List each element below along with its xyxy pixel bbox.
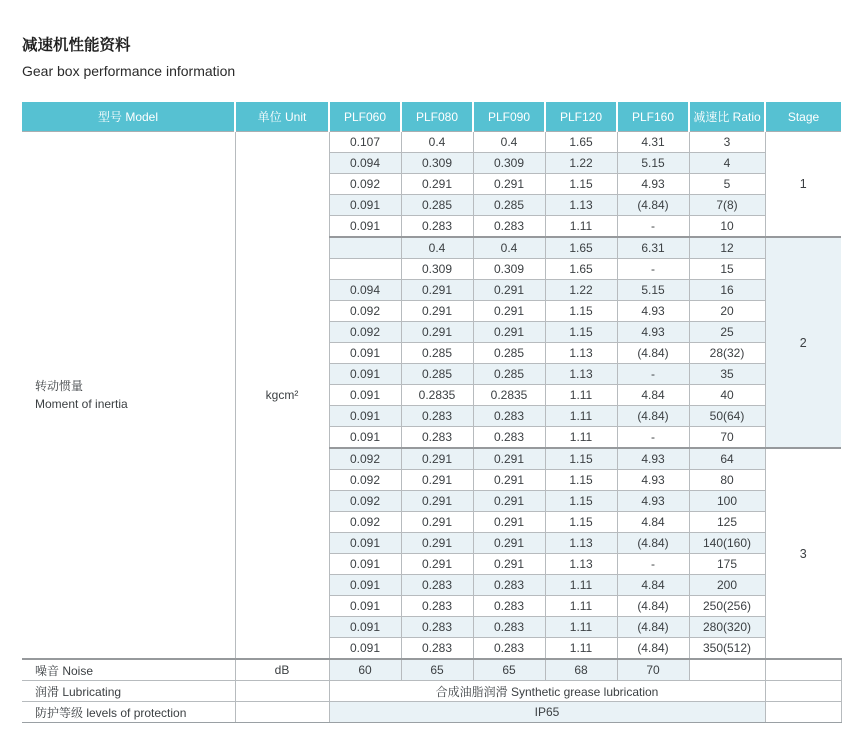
cell-plf160: 4.84 (617, 512, 689, 533)
cell-plf060: 0.094 (329, 280, 401, 301)
cell-ratio: 64 (689, 448, 765, 470)
cell-plf120: 1.15 (545, 174, 617, 195)
page-subtitle: Gear box performance information (22, 62, 236, 79)
cell-plf090: 0.283 (473, 638, 545, 660)
moment-of-inertia-label-en: Moment of inertia (35, 397, 128, 412)
lubricating-stage-cell (765, 681, 841, 702)
cell-plf080: 0.291 (401, 491, 473, 512)
cell-plf120: 1.13 (545, 364, 617, 385)
cell-plf160: 4.93 (617, 491, 689, 512)
cell-plf160: (4.84) (617, 406, 689, 427)
lubricating-label: 润滑 Lubricating (22, 681, 235, 702)
cell-plf090: 0.283 (473, 575, 545, 596)
cell-plf160: 4.93 (617, 448, 689, 470)
cell-plf160: - (617, 554, 689, 575)
noise-unit: dB (235, 659, 329, 681)
cell-plf060: 0.091 (329, 343, 401, 364)
cell-plf090: 0.291 (473, 174, 545, 195)
header-plf080: PLF080 (401, 102, 473, 132)
cell-plf060: 0.091 (329, 364, 401, 385)
cell-plf060: 0.091 (329, 638, 401, 660)
cell-plf060: 0.092 (329, 322, 401, 343)
cell-ratio: 280(320) (689, 617, 765, 638)
cell-plf090: 0.291 (473, 554, 545, 575)
cell-plf120: 1.15 (545, 470, 617, 491)
cell-plf090: 0.291 (473, 512, 545, 533)
cell-plf080: 0.4 (401, 237, 473, 259)
cell-plf090: 0.291 (473, 280, 545, 301)
cell-plf160: (4.84) (617, 617, 689, 638)
cell-plf060: 0.091 (329, 385, 401, 406)
cell-ratio: 20 (689, 301, 765, 322)
cell-ratio: 100 (689, 491, 765, 512)
cell-plf080: 0.291 (401, 174, 473, 195)
noise-value-plf060: 60 (329, 659, 401, 681)
cell-plf080: 0.283 (401, 638, 473, 660)
cell-plf080: 0.283 (401, 575, 473, 596)
cell-ratio: 15 (689, 259, 765, 280)
cell-plf120: 1.15 (545, 322, 617, 343)
cell-plf120: 1.22 (545, 280, 617, 301)
cell-plf120: 1.15 (545, 448, 617, 470)
cell-plf090: 0.283 (473, 427, 545, 449)
cell-ratio: 5 (689, 174, 765, 195)
cell-plf060: 0.092 (329, 512, 401, 533)
cell-plf090: 0.291 (473, 533, 545, 554)
header-unit: 单位 Unit (235, 102, 329, 132)
cell-plf060: 0.091 (329, 617, 401, 638)
cell-ratio: 50(64) (689, 406, 765, 427)
cell-plf080: 0.2835 (401, 385, 473, 406)
cell-plf080: 0.283 (401, 406, 473, 427)
cell-ratio: 40 (689, 385, 765, 406)
noise-ratio-cell (689, 659, 765, 681)
cell-plf160: 4.31 (617, 132, 689, 153)
cell-plf060: 0.091 (329, 596, 401, 617)
cell-plf120: 1.13 (545, 533, 617, 554)
cell-plf060: 0.092 (329, 491, 401, 512)
lubricating-value: 合成油脂润滑 Synthetic grease lubrication (329, 681, 765, 702)
cell-ratio: 350(512) (689, 638, 765, 660)
cell-plf160: (4.84) (617, 195, 689, 216)
cell-ratio: 80 (689, 470, 765, 491)
cell-ratio: 4 (689, 153, 765, 174)
header-plf060: PLF060 (329, 102, 401, 132)
cell-plf060: 0.092 (329, 301, 401, 322)
cell-plf060: 0.091 (329, 533, 401, 554)
header-plf120: PLF120 (545, 102, 617, 132)
cell-ratio: 35 (689, 364, 765, 385)
protection-stage-cell (765, 702, 841, 723)
cell-plf080: 0.291 (401, 301, 473, 322)
cell-plf080: 0.291 (401, 554, 473, 575)
cell-plf080: 0.309 (401, 259, 473, 280)
cell-plf090: 0.285 (473, 364, 545, 385)
cell-plf160: 5.15 (617, 280, 689, 301)
cell-plf060: 0.091 (329, 575, 401, 596)
cell-plf090: 0.4 (473, 237, 545, 259)
cell-plf060: 0.091 (329, 554, 401, 575)
cell-plf160: - (617, 427, 689, 449)
noise-row (22, 659, 841, 681)
cell-ratio: 7(8) (689, 195, 765, 216)
cell-plf160: 4.93 (617, 301, 689, 322)
protection-label: 防护等级 levels of protection (22, 702, 235, 723)
cell-plf120: 1.15 (545, 301, 617, 322)
cell-plf080: 0.291 (401, 280, 473, 301)
protection-value: IP65 (329, 702, 765, 723)
cell-plf120: 1.13 (545, 554, 617, 575)
header-stage: Stage (765, 102, 841, 132)
unit-cell: kgcm² (235, 132, 329, 660)
cell-plf160: (4.84) (617, 596, 689, 617)
cell-ratio: 125 (689, 512, 765, 533)
cell-plf080: 0.291 (401, 512, 473, 533)
cell-ratio: 28(32) (689, 343, 765, 364)
cell-plf160: (4.84) (617, 533, 689, 554)
cell-plf160: - (617, 259, 689, 280)
cell-ratio: 25 (689, 322, 765, 343)
cell-plf160: - (617, 216, 689, 238)
cell-plf090: 0.291 (473, 448, 545, 470)
cell-plf090: 0.2835 (473, 385, 545, 406)
cell-ratio: 70 (689, 427, 765, 449)
cell-plf090: 0.283 (473, 406, 545, 427)
cell-plf120: 1.65 (545, 132, 617, 153)
cell-plf090: 0.309 (473, 153, 545, 174)
header-row (22, 102, 841, 132)
cell-plf120: 1.11 (545, 216, 617, 238)
cell-plf090: 0.291 (473, 301, 545, 322)
cell-plf160: 4.93 (617, 470, 689, 491)
cell-plf080: 0.285 (401, 195, 473, 216)
cell-plf160: 4.84 (617, 385, 689, 406)
cell-ratio: 200 (689, 575, 765, 596)
cell-plf080: 0.283 (401, 216, 473, 238)
cell-plf090: 0.291 (473, 491, 545, 512)
cell-plf080: 0.283 (401, 427, 473, 449)
cell-plf120: 1.65 (545, 237, 617, 259)
cell-plf080: 0.285 (401, 343, 473, 364)
cell-plf120: 1.22 (545, 153, 617, 174)
cell-plf160: (4.84) (617, 343, 689, 364)
cell-plf120: 1.13 (545, 195, 617, 216)
cell-plf060 (329, 259, 401, 280)
moment-of-inertia-label-zh: 转动惯量 (35, 378, 84, 393)
cell-plf120: 1.65 (545, 259, 617, 280)
header-model: 型号 Model (22, 102, 235, 132)
moment-of-inertia-cell (22, 132, 235, 660)
cell-plf090: 0.309 (473, 259, 545, 280)
cell-plf090: 0.285 (473, 343, 545, 364)
cell-plf080: 0.283 (401, 596, 473, 617)
cell-plf060: 0.092 (329, 174, 401, 195)
cell-plf080: 0.4 (401, 132, 473, 153)
cell-plf120: 1.11 (545, 406, 617, 427)
cell-plf090: 0.4 (473, 132, 545, 153)
cell-plf080: 0.291 (401, 322, 473, 343)
cell-plf090: 0.285 (473, 195, 545, 216)
cell-plf160: 6.31 (617, 237, 689, 259)
cell-ratio: 140(160) (689, 533, 765, 554)
cell-plf060: 0.094 (329, 153, 401, 174)
cell-plf060: 0.092 (329, 448, 401, 470)
cell-plf120: 1.11 (545, 385, 617, 406)
cell-plf160: 4.93 (617, 174, 689, 195)
cell-plf120: 1.11 (545, 638, 617, 660)
cell-ratio: 3 (689, 132, 765, 153)
cell-plf060: 0.091 (329, 216, 401, 238)
stage-cell-1: 1 (765, 132, 841, 238)
header-plf160: PLF160 (617, 102, 689, 132)
protection-unit (235, 702, 329, 723)
cell-plf090: 0.283 (473, 216, 545, 238)
header-plf090: PLF090 (473, 102, 545, 132)
inertia-row (22, 132, 841, 153)
noise-value-plf080: 65 (401, 659, 473, 681)
lubricating-unit (235, 681, 329, 702)
lubricating-row (22, 681, 841, 702)
cell-plf060: 0.091 (329, 195, 401, 216)
cell-ratio: 175 (689, 554, 765, 575)
cell-plf060: 0.092 (329, 470, 401, 491)
cell-plf090: 0.283 (473, 617, 545, 638)
cell-plf120: 1.11 (545, 617, 617, 638)
cell-plf160: 4.84 (617, 575, 689, 596)
cell-plf060: 0.091 (329, 427, 401, 449)
page-title: 减速机性能资料 (22, 37, 131, 54)
cell-plf080: 0.291 (401, 470, 473, 491)
cell-plf120: 1.15 (545, 491, 617, 512)
noise-stage-cell (765, 659, 841, 681)
cell-plf080: 0.309 (401, 153, 473, 174)
cell-plf160: (4.84) (617, 638, 689, 660)
cell-plf160: 5.15 (617, 153, 689, 174)
cell-plf160: - (617, 364, 689, 385)
cell-plf080: 0.291 (401, 533, 473, 554)
cell-plf060: 0.107 (329, 132, 401, 153)
noise-value-plf090: 65 (473, 659, 545, 681)
stage-cell-2: 2 (765, 237, 841, 448)
protection-row (22, 702, 841, 723)
performance-table (22, 102, 842, 723)
cell-ratio: 16 (689, 280, 765, 301)
cell-plf120: 1.11 (545, 596, 617, 617)
cell-plf060: 0.091 (329, 406, 401, 427)
cell-plf160: 4.93 (617, 322, 689, 343)
cell-plf080: 0.291 (401, 448, 473, 470)
cell-plf080: 0.285 (401, 364, 473, 385)
cell-plf120: 1.11 (545, 575, 617, 596)
noise-value-plf120: 68 (545, 659, 617, 681)
cell-plf090: 0.291 (473, 470, 545, 491)
cell-plf060 (329, 237, 401, 259)
cell-plf120: 1.13 (545, 343, 617, 364)
cell-plf120: 1.11 (545, 427, 617, 449)
cell-plf090: 0.291 (473, 322, 545, 343)
cell-ratio: 12 (689, 237, 765, 259)
cell-plf090: 0.283 (473, 596, 545, 617)
cell-ratio: 10 (689, 216, 765, 238)
cell-ratio: 250(256) (689, 596, 765, 617)
cell-plf080: 0.283 (401, 617, 473, 638)
noise-label: 噪音 Noise (22, 659, 235, 681)
header-ratio: 减速比 Ratio (689, 102, 765, 132)
stage-cell-3: 3 (765, 448, 841, 659)
cell-plf120: 1.15 (545, 512, 617, 533)
noise-value-plf160: 70 (617, 659, 689, 681)
